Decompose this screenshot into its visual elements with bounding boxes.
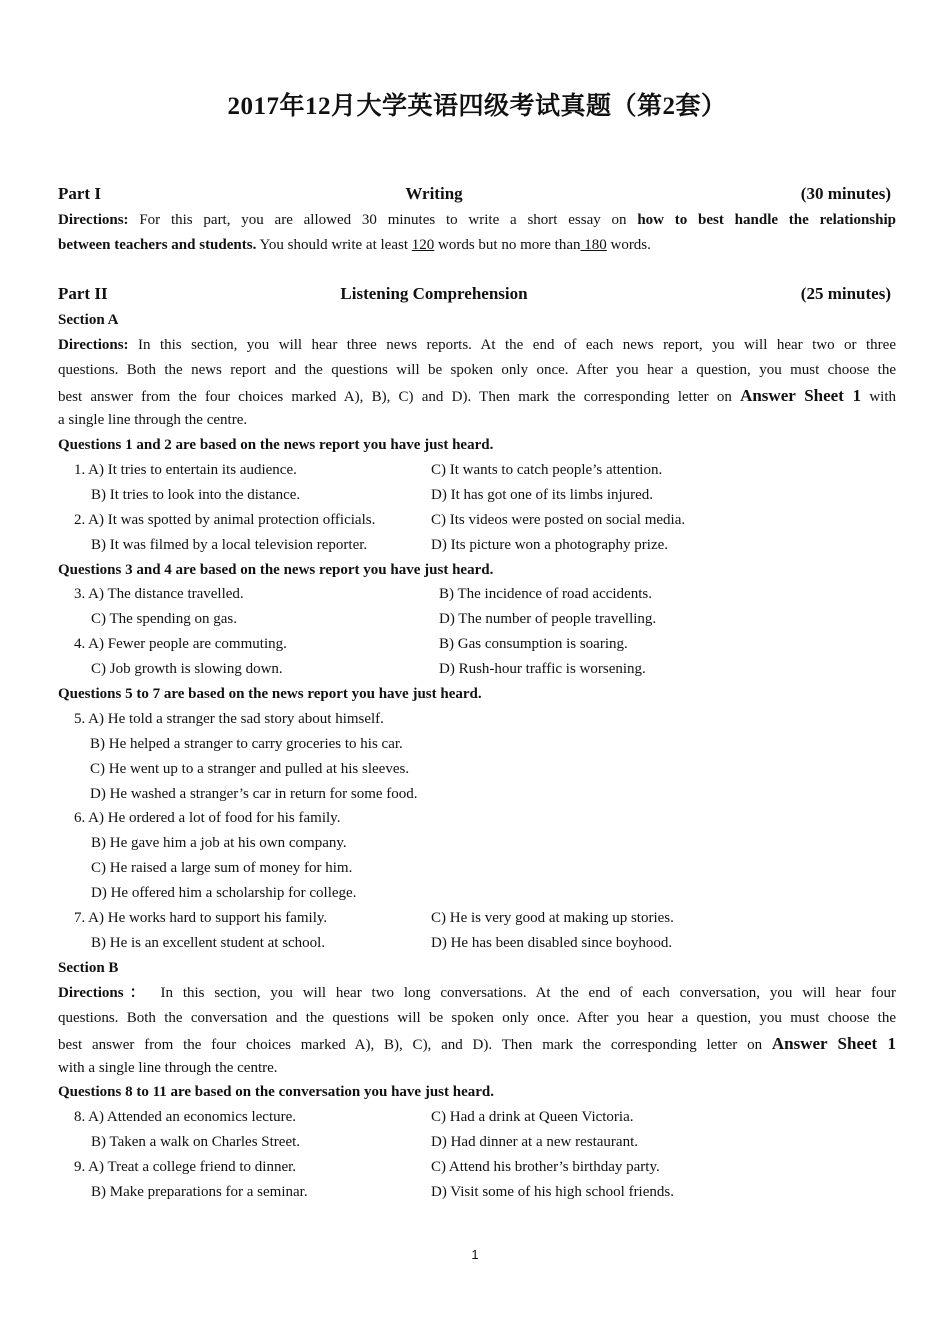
directions-text: words but no more than [434, 237, 581, 253]
section-b-heading: Section B [58, 960, 119, 976]
section-b-directions-line2: questions. Both the conversation and the questions will be spoken only once. After you hear a question, you must choose the [58, 1010, 896, 1026]
option-5b: B) He helped a stranger to carry groceries to his car. [90, 736, 403, 752]
question-group-heading: Questions 5 to 7 are based on the news report you have just heard. [58, 686, 482, 702]
section-a-directions-line1 [58, 333, 896, 358]
option-9b: B) Make preparations for a seminar. [91, 1184, 308, 1200]
directions-label: Directions: [58, 337, 129, 353]
part2-header [58, 284, 891, 308]
option-5d: D) He washed a stranger’s car in return for some food. [90, 786, 418, 802]
option-7a: 7. A) He works hard to support his family. [74, 910, 328, 926]
part2-label: Part II [58, 284, 108, 303]
section-b-directions-line3 [58, 1031, 896, 1056]
option-9a: 9. A) Treat a college friend to dinner. [74, 1159, 297, 1175]
part2-name: Listening Comprehension [340, 284, 528, 303]
option-6a: 6. A) He ordered a lot of food for his family. [74, 810, 341, 826]
page-title: 2017年12月大学英语四级考试真题（第2套） [227, 93, 727, 120]
option-3c: C) The spending on gas. [91, 611, 237, 627]
option-1d: D) It has got one of its limbs injured. [431, 487, 654, 503]
max-words: 180 [580, 237, 607, 253]
option-6c: C) He raised a large sum of money for him. [91, 860, 353, 876]
part2-time: (25 minutes) [800, 284, 891, 303]
section-a-directions-line4: a single line through the centre. [58, 412, 248, 428]
option-3a: 3. A) The distance travelled. [74, 586, 244, 602]
essay-topic-end: between teachers and students. [58, 237, 257, 253]
section-a-directions-line3 [58, 383, 896, 408]
option-5a: 5. A) He told a stranger the sad story about himself. [74, 711, 384, 727]
directions-text: You should write at least [256, 237, 412, 253]
option-8b: B) Taken a walk on Charles Street. [91, 1134, 301, 1150]
option-9d: D) Visit some of his high school friends. [431, 1184, 674, 1200]
option-1a: 1. A) It tries to entertain its audience. [74, 462, 297, 478]
option-2d: D) Its picture won a photography prize. [431, 537, 669, 553]
directions-text: words. [606, 237, 651, 253]
option-8d: D) Had dinner at a new restaurant. [431, 1134, 638, 1150]
option-3b: B) The incidence of road accidents. [439, 586, 652, 602]
option-4d: D) Rush-hour traffic is worsening. [439, 661, 646, 677]
option-6d: D) He offered him a scholarship for college. [91, 885, 357, 901]
directions-text: In this section, you will hear three news reports. At the end of each news report, you will hear two or three [128, 337, 896, 353]
part1-name: Writing [405, 184, 463, 203]
option-5c: C) He went up to a stranger and pulled at his sleeves. [90, 761, 410, 777]
directions-text: For this part, you are allowed 30 minutes to write a short essay on [128, 212, 638, 228]
option-6b: B) He gave him a job at his own company. [91, 835, 347, 851]
section-a-heading: Section A [58, 312, 119, 328]
option-4c: C) Job growth is slowing down. [91, 661, 283, 677]
directions-text: In this section, you will hear two long conversations. At the end of each conversation, you will hear four [150, 985, 896, 1001]
part1-label: Part I [58, 184, 101, 203]
option-9c: C) Attend his brother’s birthday party. [431, 1159, 660, 1175]
directions-text: best answer from the four choices marked A), B), C) and D). Then mark the corresponding letter on [58, 389, 741, 405]
section-b-directions-line4: with a single line through the centre. [58, 1060, 278, 1076]
question-group-heading: Questions 3 and 4 are based on the news report you have just heard. [58, 562, 494, 578]
section-b-directions-line1 [58, 981, 896, 1006]
part1-directions-line1 [58, 208, 896, 233]
answer-sheet-label: Answer Sheet 1 [740, 386, 862, 405]
option-7d: D) He has been disabled since boyhood. [431, 935, 673, 951]
directions-text: with [861, 389, 896, 405]
option-2c: C) Its videos were posted on social media. [431, 512, 686, 528]
option-3d: D) The number of people travelling. [439, 611, 657, 627]
option-4a: 4. A) Fewer people are commuting. [74, 636, 287, 652]
option-7c: C) He is very good at making up stories. [431, 910, 674, 926]
option-1b: B) It tries to look into the distance. [91, 487, 301, 503]
part1-header [58, 184, 891, 208]
essay-topic: how to best handle the relationship [637, 212, 896, 228]
option-7b: B) He is an excellent student at school. [91, 935, 326, 951]
answer-sheet-label: Answer Sheet 1 [771, 1034, 896, 1053]
directions-label: Directions: [58, 212, 129, 228]
question-group-heading: Questions 1 and 2 are based on the news report you have just heard. [58, 437, 494, 453]
section-a-directions-line2: questions. Both the news report and the questions will be spoken only once. After you hear a question, you must choose the [58, 362, 896, 378]
part1-directions-line2 [58, 233, 896, 258]
option-2b: B) It was filmed by a local television reporter. [91, 537, 368, 553]
part1-time: (30 minutes) [800, 184, 891, 203]
option-2a: 2. A) It was spotted by animal protection officials. [74, 512, 376, 528]
directions-label: Directions： [58, 985, 151, 1001]
page-number: 1 [471, 1247, 479, 1262]
min-words: 120 [411, 237, 435, 253]
question-group-heading: Questions 8 to 11 are based on the conversation you have just heard. [58, 1084, 494, 1100]
directions-text: best answer from the four choices marked A), B), C), and D). Then mark the corresponding letter on [58, 1037, 772, 1053]
option-1c: C) It wants to catch people’s attention. [431, 462, 663, 478]
option-8c: C) Had a drink at Queen Victoria. [431, 1109, 634, 1125]
option-8a: 8. A) Attended an economics lecture. [74, 1109, 297, 1125]
option-4b: B) Gas consumption is soaring. [439, 636, 628, 652]
